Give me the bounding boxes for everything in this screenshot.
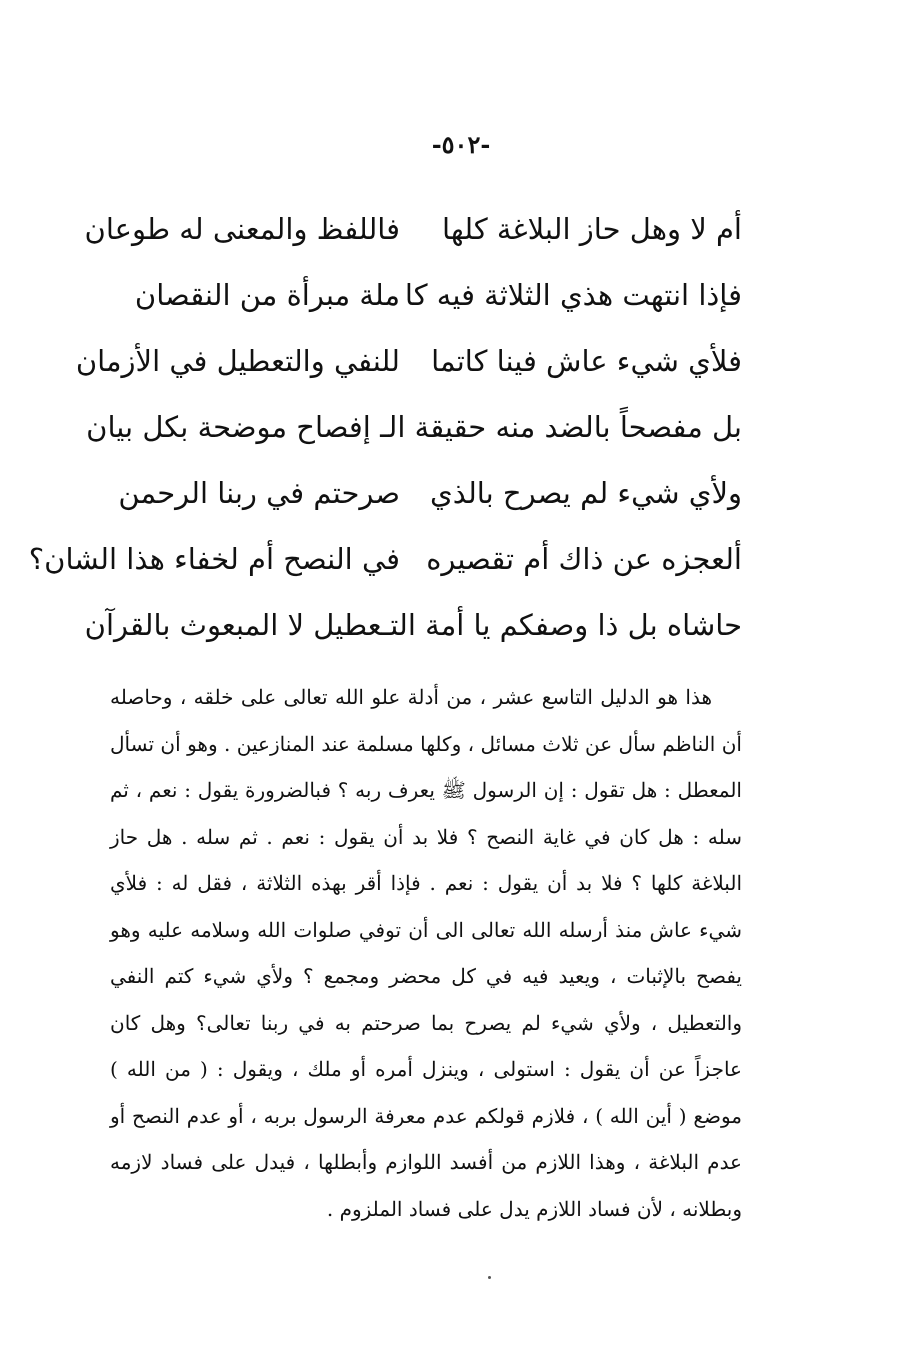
verse: [28, 526, 742, 592]
verse-first-hemistich: ولأي شيء لم يصرح بالذي: [430, 476, 742, 510]
verse-second-hemistich: فاللفظ والمعنى له طوعان: [84, 212, 400, 246]
verse-full-line: بل مفصحاً بالضد منه حقيقة الـ إفصاح موضحة بكل بيان: [86, 410, 742, 444]
verse: [84, 196, 742, 262]
commentary-paragraph: هذا هو الدليل التاسع عشر ، من أدلة علو الله تعالى على خلقه ، وحاصله أن الناظم سأل عن ثلاث مسائل ، وكلها مسلمة عند المنازعين . وهو أن تسأل المعطل : هل تقول : إن الرسول ﷺ يعرف ربه ؟ فبالضرورة يقول : نعم ، ثم سله : هل كان في غاية النصح ؟ فلا بد أن يقول : نعم . ثم سله . هل حاز البلاغة كلها ؟ فلا بد أن يقول : نعم . فإذا أقر بهذه الثلاثة ، فقل له : فلأي شيء عاش منذ أرسله الله تعالى الى أن توفي صلوات الله وسلامه عليه وهو يفصح بالإثبات ، ويعيد فيه في كل محضر ومجمع ؟ ولأي شيء كتم النفي والتعطيل ، ولأي شيء لم يصرح بما صرحتم به في ربنا تعالى؟ وهل كان عاجزاً عن أن يقول : استولى ، وينزل أمره أو ملك ، ويقول : ( من الله ) موضع ( أين الله ) ، فلازم قولكم عدم معرفة الرسول بربه ، أو عدم النصح أو عدم البلاغة ، وهذا اللازم من أفسد اللوازم وأبطلها ، فيدل على فساد لازمه وبطلانه ، لأن فساد اللازم يدل على فساد الملزوم .: [110, 685, 742, 1221]
verse: [110, 262, 742, 328]
verse-first-hemistich: فلأي شيء عاش فينا كاتما: [431, 344, 742, 378]
verse-first-hemistich: فإذا انتهت هذي الثلاثة فيه كا: [404, 278, 742, 312]
verse-second-hemistich: صرحتم في ربنا الرحمن: [118, 476, 400, 510]
verse: [75, 328, 742, 394]
commentary: [110, 674, 742, 1232]
page-number: -٥٠٢-: [431, 130, 491, 159]
verse-second-hemistich: في النصح أم لخفاء هذا الشان؟: [28, 542, 400, 576]
poem: [28, 196, 742, 658]
verse: [110, 460, 742, 526]
verse-first-hemistich: ألعجزه عن ذاك أم تقصيره: [426, 542, 742, 576]
verse-second-hemistich: ملة مبرأة من النقصان: [134, 278, 400, 312]
verse-second-hemistich: للنفي والتعطيل في الأزمان: [75, 344, 400, 378]
print-speck: [488, 1276, 491, 1279]
verse-full-line: حاشاه بل ذا وصفكم يا أمة التـعطيل لا المبعوث بالقرآن: [84, 608, 742, 642]
verse-first-hemistich: أم لا وهل حاز البلاغة كلها: [442, 212, 742, 246]
